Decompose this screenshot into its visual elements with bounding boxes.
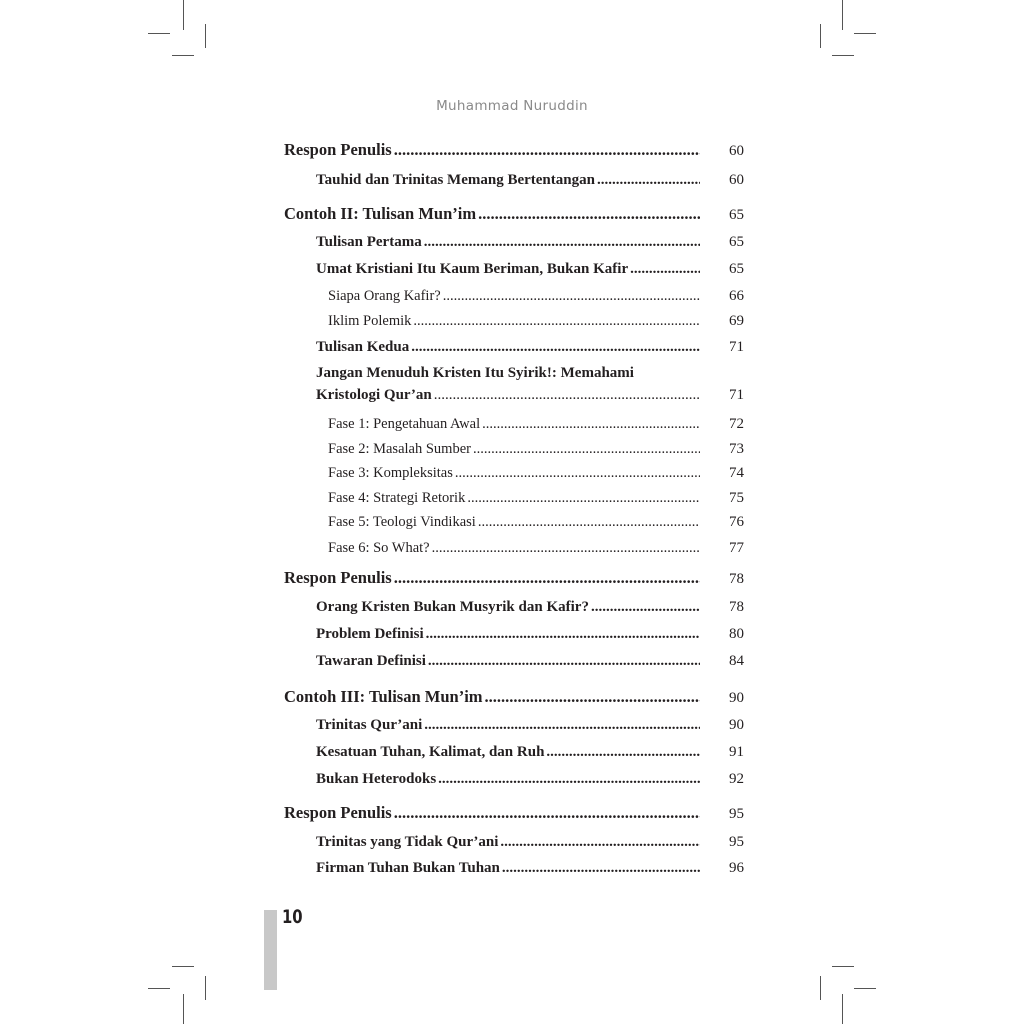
dot-leader bbox=[426, 626, 700, 643]
crop-mark bbox=[172, 55, 194, 56]
toc-entry bbox=[284, 140, 744, 160]
toc-entry-page: 96 bbox=[729, 860, 744, 876]
dot-leader bbox=[485, 687, 700, 707]
toc-entry-page: 84 bbox=[729, 653, 744, 669]
dot-leader bbox=[473, 441, 700, 458]
dot-leader bbox=[411, 339, 700, 356]
toc-entry bbox=[284, 416, 744, 433]
toc-entry-page: 66 bbox=[729, 288, 744, 304]
toc-entry-page: 75 bbox=[729, 490, 744, 506]
toc-entry-title: Fase 4: Strategi Retorik bbox=[328, 490, 466, 506]
toc-entry bbox=[284, 288, 744, 305]
toc-entry bbox=[284, 860, 744, 877]
toc-entry-title: Bukan Heterodoks bbox=[316, 771, 437, 787]
toc-entry bbox=[284, 339, 744, 356]
dot-leader bbox=[597, 172, 700, 189]
toc-entry-title: Problem Definisi bbox=[316, 626, 424, 642]
toc-entry-title: Jangan Menuduh Kristen Itu Syirik!: Memahami bbox=[316, 365, 634, 381]
toc-entry-title: Tulisan Pertama bbox=[316, 234, 422, 250]
crop-mark bbox=[854, 33, 876, 34]
toc-entry-page: 90 bbox=[729, 690, 744, 706]
crop-mark bbox=[854, 988, 876, 989]
crop-mark bbox=[148, 988, 170, 989]
toc-entry bbox=[284, 490, 744, 507]
toc-entry bbox=[284, 365, 744, 404]
toc-entry bbox=[284, 626, 744, 643]
toc-entry-title: Iklim Polemik bbox=[328, 313, 412, 329]
toc-entry bbox=[284, 717, 744, 734]
toc-entry-title: Tauhid dan Trinitas Memang Bertentangan bbox=[316, 172, 595, 188]
crop-mark bbox=[832, 55, 854, 56]
crop-mark bbox=[183, 0, 184, 30]
dot-leader bbox=[478, 204, 700, 224]
toc-entry-title: Firman Tuhan Bukan Tuhan bbox=[316, 860, 500, 876]
toc-entry bbox=[284, 599, 744, 616]
toc-entry bbox=[284, 771, 744, 788]
toc-entry-title: Respon Penulis bbox=[284, 803, 392, 822]
toc-entry-page: 77 bbox=[729, 540, 744, 556]
dot-leader bbox=[591, 599, 700, 616]
toc-entry bbox=[284, 234, 744, 251]
toc-entry-page: 60 bbox=[729, 143, 744, 159]
toc-entry bbox=[284, 653, 744, 670]
toc-entry-page: 65 bbox=[729, 234, 744, 250]
crop-mark bbox=[183, 994, 184, 1024]
toc-entry bbox=[284, 803, 744, 823]
dot-leader bbox=[413, 313, 700, 330]
toc-entry-title: Umat Kristiani Itu Kaum Beriman, Bukan Kafir bbox=[316, 261, 629, 277]
toc-entry-title: Respon Penulis bbox=[284, 140, 392, 159]
toc-entry-title: Fase 2: Masalah Sumber bbox=[328, 441, 471, 457]
dot-leader bbox=[394, 140, 700, 160]
toc-entry-title: Fase 6: So What? bbox=[328, 540, 430, 556]
toc-entry bbox=[284, 540, 744, 557]
toc-entry-page: 76 bbox=[729, 514, 744, 530]
dot-leader bbox=[502, 860, 700, 877]
dot-leader bbox=[443, 288, 700, 305]
toc-entry-page: 69 bbox=[729, 313, 744, 329]
dot-leader bbox=[500, 834, 700, 851]
toc-entry-page: 80 bbox=[729, 626, 744, 642]
crop-mark bbox=[842, 994, 843, 1024]
crop-mark bbox=[172, 966, 194, 967]
toc-entry-page: 90 bbox=[729, 717, 744, 733]
toc-entry-page: 74 bbox=[729, 465, 744, 481]
dot-leader bbox=[455, 465, 700, 482]
toc-entry bbox=[284, 261, 744, 278]
running-head: Muhammad Nuruddin bbox=[436, 98, 588, 114]
toc-entry-title: Contoh II: Tulisan Mun’im bbox=[284, 204, 477, 223]
toc-entry-line bbox=[316, 385, 744, 404]
toc-entry-page: 95 bbox=[729, 834, 744, 850]
toc-entry-title: Tulisan Kedua bbox=[316, 339, 410, 355]
dot-leader bbox=[478, 514, 700, 531]
toc-entry bbox=[284, 441, 744, 458]
toc-entry bbox=[284, 687, 744, 707]
toc-entry-title: Kesatuan Tuhan, Kalimat, dan Ruh bbox=[316, 744, 545, 760]
toc-entry bbox=[284, 568, 744, 588]
crop-mark bbox=[820, 24, 821, 48]
toc-entry-page: 65 bbox=[729, 207, 744, 223]
dot-leader bbox=[482, 416, 700, 433]
toc-entry-page: 91 bbox=[729, 744, 744, 760]
toc-entry-title: Contoh III: Tulisan Mun’im bbox=[284, 687, 483, 706]
toc-entry bbox=[284, 313, 744, 330]
toc-entry-page: 78 bbox=[729, 599, 744, 615]
crop-mark bbox=[842, 0, 843, 30]
page-number: 10 bbox=[282, 906, 303, 928]
crop-mark bbox=[832, 966, 854, 967]
toc-entry-title: Siapa Orang Kafir? bbox=[328, 288, 441, 304]
toc-entry bbox=[284, 465, 744, 482]
toc-entry-page: 72 bbox=[729, 416, 744, 432]
toc-entry-page: 92 bbox=[729, 771, 744, 787]
dot-leader bbox=[434, 387, 700, 404]
toc-entry-title: Fase 3: Kompleksitas bbox=[328, 465, 453, 481]
page-tab bbox=[264, 910, 277, 990]
dot-leader bbox=[394, 568, 700, 588]
toc-entry-title: Fase 1: Pengetahuan Awal bbox=[328, 416, 481, 432]
toc-entry-page: 95 bbox=[729, 806, 744, 822]
dot-leader bbox=[432, 540, 700, 557]
crop-mark bbox=[205, 976, 206, 1000]
toc-entry bbox=[284, 172, 744, 189]
toc-entry-title: Trinitas Qur’ani bbox=[316, 717, 423, 733]
toc-entry-page: 65 bbox=[729, 261, 744, 277]
dot-leader bbox=[438, 771, 700, 788]
toc-entry-page: 71 bbox=[729, 387, 744, 403]
dot-leader bbox=[424, 717, 700, 734]
toc-entry-page: 60 bbox=[729, 172, 744, 188]
dot-leader bbox=[630, 261, 700, 278]
toc-entry bbox=[284, 744, 744, 761]
toc-entry-title: Respon Penulis bbox=[284, 568, 392, 587]
dot-leader bbox=[546, 744, 700, 761]
toc-entry-title: Tawaran Definisi bbox=[316, 653, 426, 669]
toc-entry-page: 71 bbox=[729, 339, 744, 355]
toc-entry-title: Orang Kristen Bukan Musyrik dan Kafir? bbox=[316, 599, 589, 615]
toc-entry-title: Trinitas yang Tidak Qur’ani bbox=[316, 834, 499, 850]
dot-leader bbox=[428, 653, 700, 670]
toc-entry bbox=[284, 514, 744, 531]
crop-mark bbox=[148, 33, 170, 34]
crop-mark bbox=[820, 976, 821, 1000]
toc-entry bbox=[284, 204, 744, 224]
toc-entry-title-continued: Kristologi Qur’an bbox=[316, 387, 432, 403]
dot-leader bbox=[424, 234, 700, 251]
dot-leader bbox=[394, 803, 700, 823]
dot-leader bbox=[467, 490, 700, 507]
toc-entry-page: 78 bbox=[729, 571, 744, 587]
toc-entry-title: Fase 5: Teologi Vindikasi bbox=[328, 514, 476, 530]
toc-entry-page: 73 bbox=[729, 441, 744, 457]
crop-mark bbox=[205, 24, 206, 48]
toc-entry bbox=[284, 834, 744, 851]
